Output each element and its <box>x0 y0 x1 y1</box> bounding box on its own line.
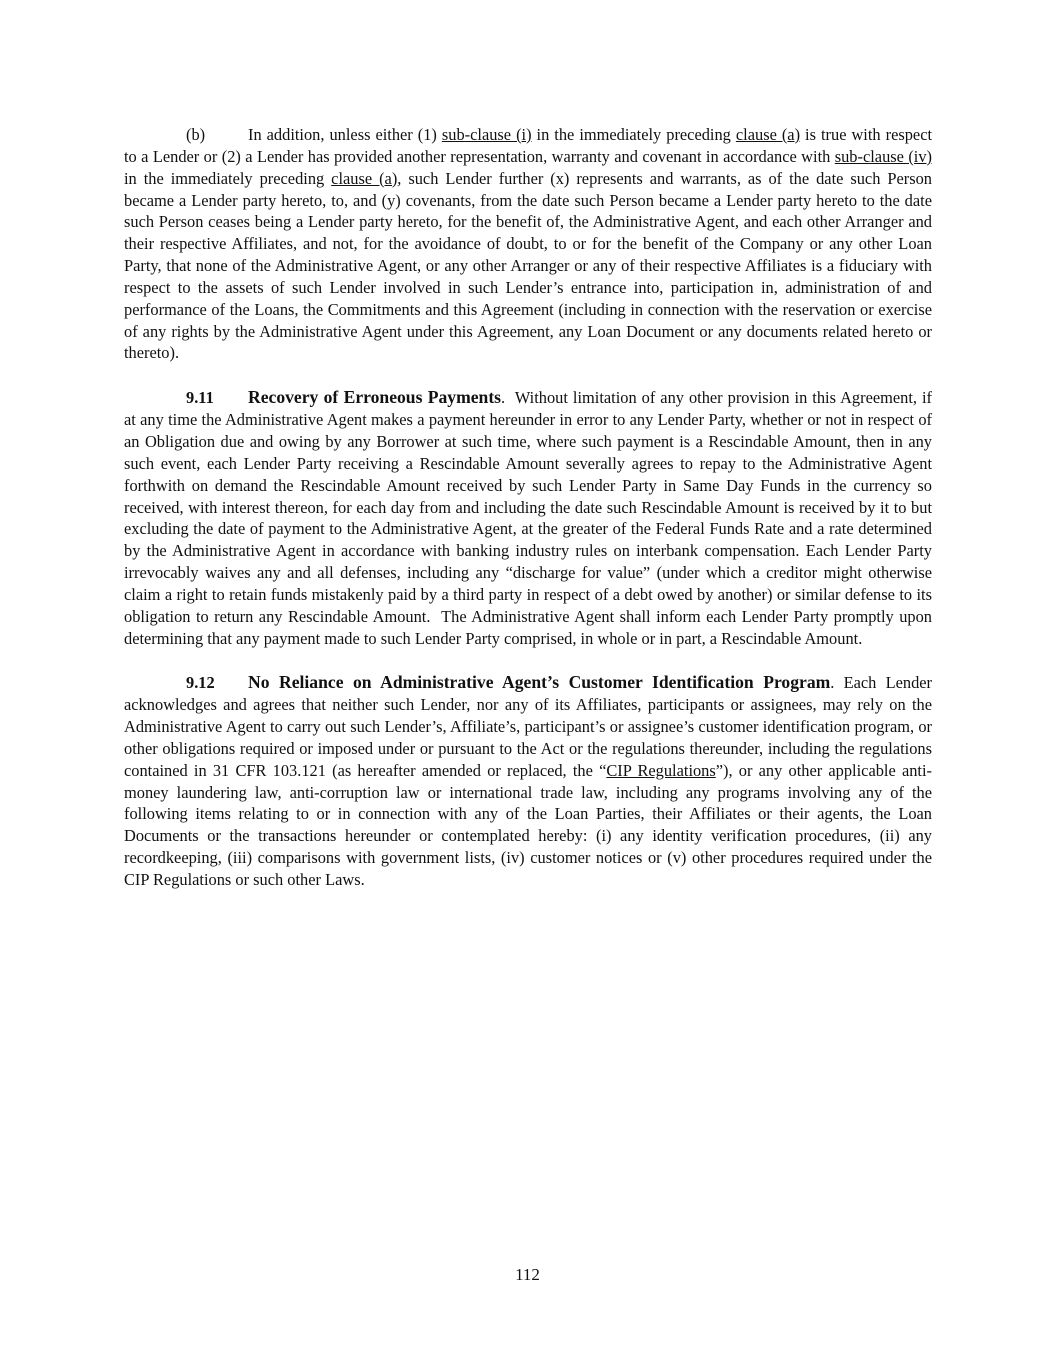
section-9-11-body: Without limitation of any other provision in this Agreement, if at any time the Administrative Agent makes a payment hereunder in error to any Lender Party, whether or not in respect of an Obligation due and owing by any Borrower at such time, where such payment is a Rescindable Amount, then in any such event, each Lender Party receiving a Rescindable Amount severally agrees to repay to the Administrative Agent forthwith on demand the Rescindable Amount received by such Lender Party in Same Day Funds in the currency so received, with interest thereon, for each day from and including the date such Rescindable Amount is received by it to but excluding the date of payment to the Administrative Agent, at the greater of the Federal Funds Rate and a rate determined by the Administrative Agent in accordance with banking industry rules on interbank compensation. Each Lender Party irrevocably waives any and all defenses, including any “discharge for value” (under which a creditor might otherwise claim a right to retain funds mistakenly paid by a third party in respect of a debt owed by another) or similar defense to its obligation to return any Rescindable Amount. The Administrative Agent shall inform each Lender Party promptly upon determining that any payment made to such Lender Party comprised, in whole or in part, a Rescindable Amount. <box>124 388 937 648</box>
clause-b-text-5: , such Lender further (x) represents and warrants, as of the date such Person became a Lender party hereto, to, and (y) covenants, from the date such Person became a Lender party hereto to the date such Person ceases being a Lender party hereto, for the benefit of, the Administrative Agent, and each other Arranger and their respective Affiliates, and not, for the avoidance of doubt, to or for the benefit of the Company or any other Loan Party, that none of the Administrative Agent, or any other Arranger or any of their respective Affiliates is a fiduciary with respect to the assets of such Lender involved in such Lender’s entrance into, participation in, administration of and performance of the Loans, the Commitments and this Agreement (including in connection with the reservation or exercise of any rights by the Administrative Agent under this Agreement, any Loan Document or any documents related hereto or thereto). <box>124 168 932 363</box>
clause-b-text-4: in the immediately preceding <box>124 168 332 188</box>
section-9-11-number: 9.11 <box>186 388 214 408</box>
section-9-12-text-1: Each Lender acknowledges and agrees that neither such Lender, nor any of its Affiliates, participants or assignees, may rely on the Administrative Agent to carry out such Lender’s, Affiliate’s, participant’s or assignee’s customer identification program, or other obligations required or imposed under or pursuant to the Act or the regulations thereunder, including the regulations contained in 31 CFR 103.121 (as hereafter amended or replaced, the “ <box>124 673 932 780</box>
clause-b-text-2: in the immediately preceding <box>531 125 736 144</box>
section-9-11-paragraph <box>124 387 937 649</box>
clause-b-ref-clause-a-2: clause (a) <box>331 168 398 188</box>
clause-b-ref-sub-clause-i: sub-clause (i) <box>441 125 532 144</box>
section-9-12-title: No Reliance on Administrative Agent’s Customer Identification Program <box>248 672 831 693</box>
clause-b-text-1: In addition, unless either (1) <box>248 125 442 144</box>
section-9-11-title: Recovery of Erroneous Payments <box>248 387 502 408</box>
clause-b-ref-sub-clause-iv: sub-clause (iv) <box>834 146 932 166</box>
clause-b-label: (b) <box>186 125 206 144</box>
page-number: 112 <box>515 1265 540 1284</box>
document-page <box>124 124 937 891</box>
section-9-12-paragraph <box>124 672 932 890</box>
clause-b-paragraph <box>124 124 932 364</box>
clause-b-text-3: is true with respect to a Lender or (2) a Lender has provided another representation, warranty and covenant in accordance with <box>124 125 933 166</box>
section-9-12-title-end: . <box>830 673 835 693</box>
clause-b-ref-clause-a: clause (a) <box>735 125 801 144</box>
section-9-12-text-2: ”), or any other applicable anti-money laundering law, anti-corruption law or international trade law, including any programs involving any of the following items relating to or in connection with any of the Loan Parties, their Affiliates or their agents, the Loan Documents or the transactions hereunder or contemplated hereby: (i) any identity verification procedures, (ii) any recordkeeping, (iii) comparisons with government lists, (iv) customer notices or (v) other procedures required under the CIP Regulations or such other Laws. <box>124 760 932 889</box>
section-9-12-number: 9.12 <box>186 673 215 693</box>
section-9-12-ref-cip-regulations: CIP Regulations <box>606 760 716 780</box>
section-9-11-title-end: . <box>501 388 506 408</box>
